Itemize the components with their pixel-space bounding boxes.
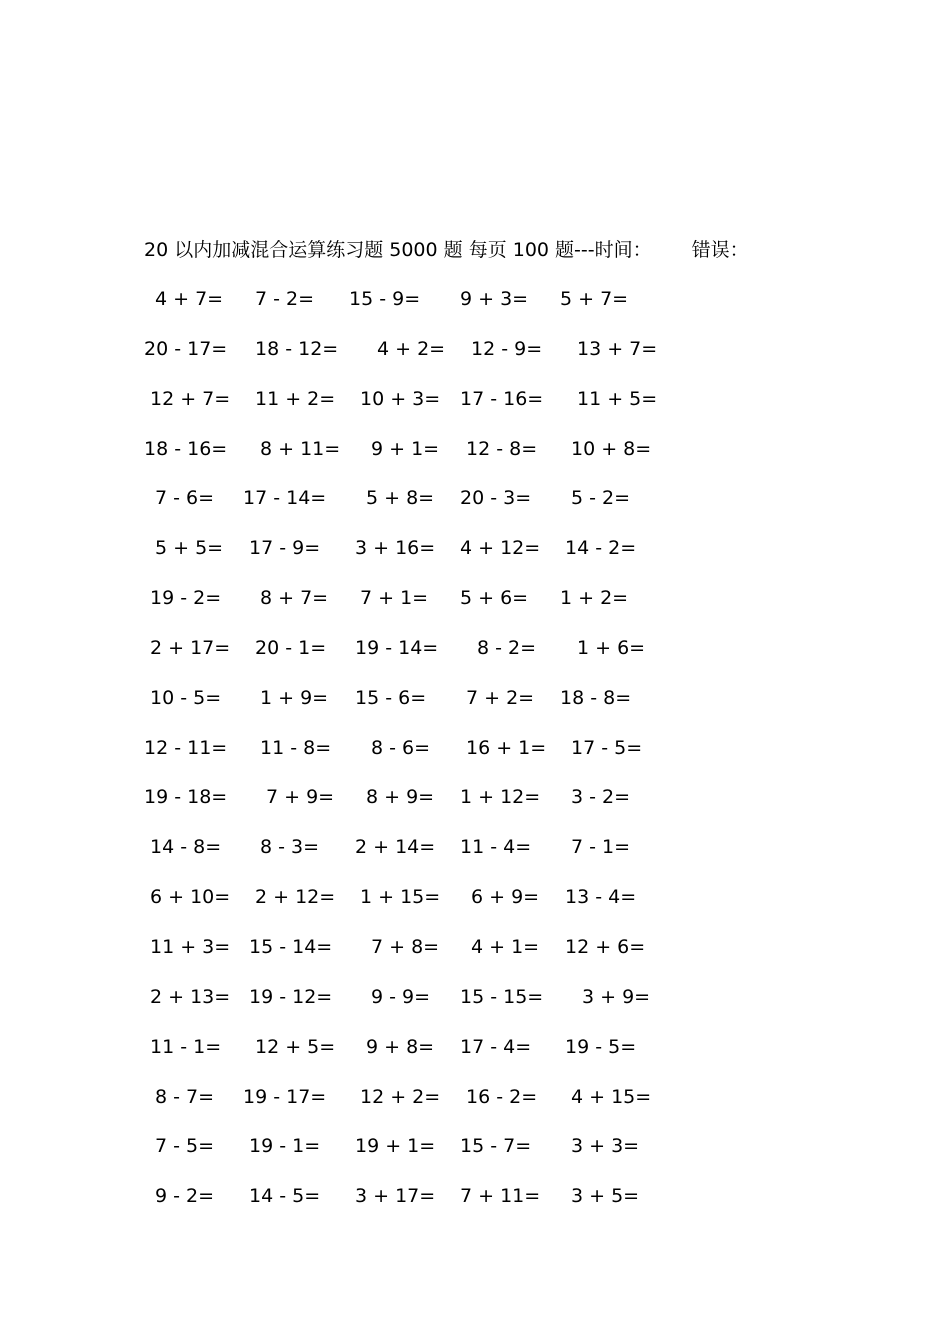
- math-problem: 2 + 12=: [255, 886, 336, 909]
- math-problem: 11 - 8=: [260, 736, 332, 759]
- problem-row: [0, 434, 950, 484]
- problem-row: [0, 1082, 950, 1132]
- math-problem: 7 - 1=: [571, 836, 631, 859]
- math-problem: 3 + 16=: [355, 537, 436, 560]
- math-problem: 7 - 2=: [255, 288, 315, 310]
- problem-row: [0, 533, 950, 583]
- math-problem: 3 + 9=: [582, 985, 651, 1008]
- math-problem: 17 - 16=: [460, 387, 544, 410]
- problem-row: [0, 1032, 950, 1082]
- math-problem: 12 + 2=: [360, 1085, 441, 1108]
- math-problem: 5 + 5=: [155, 537, 224, 560]
- math-problem: 4 + 12=: [460, 537, 541, 560]
- math-problem: 19 - 14=: [355, 636, 439, 659]
- math-problem: 5 + 8=: [366, 487, 435, 510]
- math-problem: 12 + 6=: [565, 935, 646, 958]
- math-problem: 2 + 14=: [355, 836, 436, 859]
- math-problem: 8 - 3=: [260, 836, 320, 859]
- math-problem: 15 - 9=: [349, 288, 421, 310]
- math-problem: 14 - 8=: [150, 836, 222, 859]
- math-problem: 18 - 16=: [144, 437, 228, 460]
- math-problem: 3 + 5=: [571, 1185, 640, 1208]
- math-problem: 9 + 1=: [371, 437, 440, 460]
- math-problem: 3 + 3=: [571, 1135, 640, 1158]
- math-problem: 17 - 14=: [243, 487, 327, 510]
- math-problem: 11 + 3=: [150, 935, 231, 958]
- math-problem: 8 - 7=: [155, 1085, 215, 1108]
- math-problem: 15 - 6=: [355, 686, 427, 709]
- math-problem: 5 + 6=: [460, 587, 529, 610]
- math-problem: 12 - 9=: [471, 337, 543, 360]
- math-problem: 8 + 9=: [366, 786, 435, 809]
- math-problem: 14 - 2=: [565, 537, 637, 560]
- problem-row: [0, 334, 950, 384]
- worksheet-title: 20 以内加减混合运算练习题 5000 题 每页 100 题---时间：: [144, 239, 652, 261]
- math-problem: 10 - 5=: [150, 686, 222, 709]
- problem-row: [0, 384, 950, 434]
- math-problem: 19 - 12=: [249, 985, 333, 1008]
- math-problem: 6 + 9=: [471, 886, 540, 909]
- math-problem: 5 - 2=: [571, 487, 631, 510]
- math-problem: 2 + 17=: [150, 636, 231, 659]
- math-problem: 4 + 15=: [571, 1085, 652, 1108]
- problem-row: [0, 982, 950, 1032]
- math-problem: 12 - 8=: [466, 437, 538, 460]
- math-problem: 19 - 2=: [150, 587, 222, 610]
- math-problem: 6 + 10=: [150, 886, 231, 909]
- math-problem: 4 + 2=: [377, 337, 446, 360]
- math-problem: 7 + 8=: [371, 935, 440, 958]
- math-problem: 12 + 5=: [255, 1035, 336, 1058]
- math-problem: 11 + 2=: [255, 387, 336, 410]
- math-problem: 5 + 7=: [560, 288, 629, 310]
- math-problem: 7 + 9=: [266, 786, 335, 809]
- math-problem: 3 - 2=: [571, 786, 631, 809]
- math-problem: 8 + 7=: [260, 587, 329, 610]
- math-problem: 8 - 6=: [371, 736, 431, 759]
- math-problem: 1 + 2=: [560, 587, 629, 610]
- math-problem: 20 - 1=: [255, 636, 327, 659]
- math-problem: 10 + 8=: [571, 437, 652, 460]
- math-problem: 15 - 14=: [249, 935, 333, 958]
- math-problem: 12 - 11=: [144, 736, 228, 759]
- math-problem: 1 + 12=: [460, 786, 541, 809]
- math-problem: 13 - 4=: [565, 886, 637, 909]
- problem-row: [0, 733, 950, 783]
- math-problem: 1 + 15=: [360, 886, 441, 909]
- problem-row: [0, 633, 950, 683]
- problem-row: [0, 583, 950, 633]
- math-problem: 19 - 18=: [144, 786, 228, 809]
- math-problem: 20 - 3=: [460, 487, 532, 510]
- math-problem: 3 + 17=: [355, 1185, 436, 1208]
- problem-row: [0, 932, 950, 982]
- math-problem: 7 + 11=: [460, 1185, 541, 1208]
- math-problem: 20 - 17=: [144, 337, 228, 360]
- math-problem: 14 - 5=: [249, 1185, 321, 1208]
- math-problem: 7 - 6=: [155, 487, 215, 510]
- math-problem: 18 - 12=: [255, 337, 339, 360]
- math-problem: 11 + 5=: [577, 387, 658, 410]
- math-problem: 15 - 15=: [460, 985, 544, 1008]
- problem-grid: [0, 284, 950, 1231]
- math-problem: 10 + 3=: [360, 387, 441, 410]
- math-problem: 7 - 5=: [155, 1135, 215, 1158]
- math-problem: 15 - 7=: [460, 1135, 532, 1158]
- math-problem: 4 + 1=: [471, 935, 540, 958]
- problem-row: [0, 1131, 950, 1181]
- math-problem: 18 - 8=: [560, 686, 632, 709]
- math-problem: 9 + 3=: [460, 288, 529, 310]
- math-problem: 17 - 4=: [460, 1035, 532, 1058]
- math-problem: 19 + 1=: [355, 1135, 436, 1158]
- worksheet-header: [144, 235, 749, 265]
- problem-row: [0, 1181, 950, 1231]
- math-problem: 19 - 1=: [249, 1135, 321, 1158]
- math-problem: 1 + 9=: [260, 686, 329, 709]
- math-problem: 7 + 2=: [466, 686, 535, 709]
- math-problem: 13 + 7=: [577, 337, 658, 360]
- math-problem: 17 - 9=: [249, 537, 321, 560]
- problem-row: [0, 882, 950, 932]
- math-problem: 9 + 8=: [366, 1035, 435, 1058]
- math-problem: 12 + 7=: [150, 387, 231, 410]
- math-problem: 8 + 11=: [260, 437, 341, 460]
- errors-label: 错误：: [691, 239, 749, 261]
- math-problem: 19 - 17=: [243, 1085, 327, 1108]
- problem-row: [0, 782, 950, 832]
- math-problem: 11 - 1=: [150, 1035, 222, 1058]
- problem-row: [0, 483, 950, 533]
- math-problem: 16 + 1=: [466, 736, 547, 759]
- problem-row: [0, 832, 950, 882]
- math-problem: 9 - 2=: [155, 1185, 215, 1208]
- math-problem: 17 - 5=: [571, 736, 643, 759]
- math-problem: 7 + 1=: [360, 587, 429, 610]
- math-problem: 9 - 9=: [371, 985, 431, 1008]
- math-problem: 19 - 5=: [565, 1035, 637, 1058]
- math-problem: 16 - 2=: [466, 1085, 538, 1108]
- math-problem: 1 + 6=: [577, 636, 646, 659]
- math-problem: 11 - 4=: [460, 836, 532, 859]
- problem-row: [0, 284, 950, 334]
- math-problem: 4 + 7=: [155, 288, 224, 310]
- problem-row: [0, 683, 950, 733]
- math-problem: 8 - 2=: [477, 636, 537, 659]
- math-problem: 2 + 13=: [150, 985, 231, 1008]
